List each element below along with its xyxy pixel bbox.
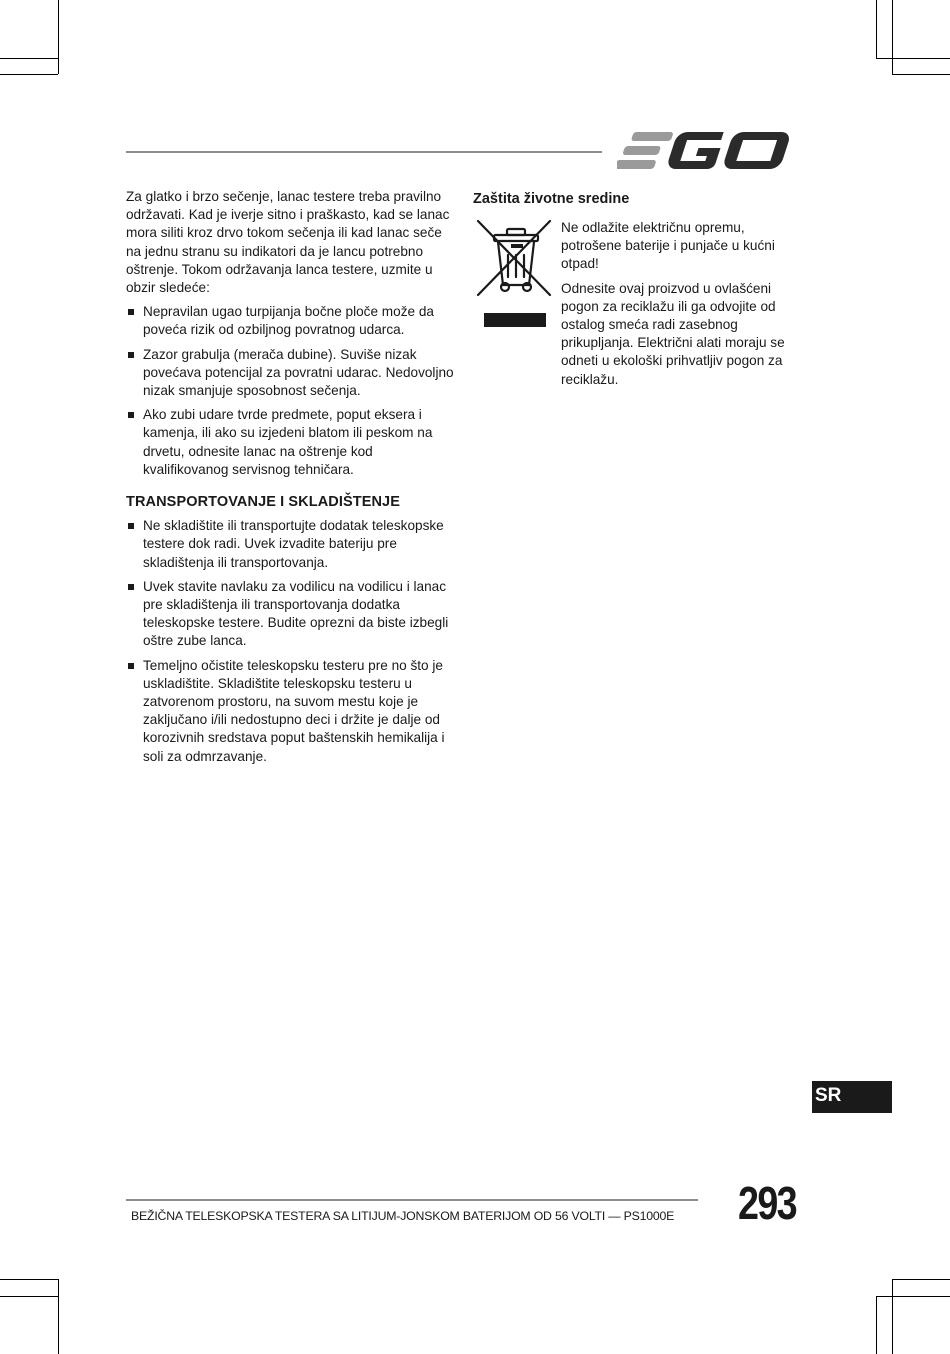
list-item: Temeljno očistite teleskopsku testeru pre no što je uskladištite. Skladištite teleskopsku testeru u zatvorenom prostoru, na suvom mestu koje je zaključano i/ili nedostupno deci i držite je dalje od korozivnih sredstava poput baštenskih hemikalija i soli za odmrzavanje. (126, 657, 458, 766)
footer-rule (126, 1199, 698, 1201)
environment-paragraph-2: Odnesite ovaj proizvod u ovlašćeni pogon za reciklažu ili ga odvojite od ostalog smeća radi zasebnog prikupljanja. Električni alati moraju se odneti u ekološki prihvatljiv pogon za reciklažu. (561, 280, 785, 387)
crop-mark (892, 1279, 893, 1354)
weee-crossed-bin-icon (474, 217, 554, 329)
crop-mark (0, 1296, 58, 1297)
crop-mark (58, 1279, 59, 1354)
list-item: Zazor grabulja (merača dubine). Suviše nizak povećava potencijal za povratni udarac. Nedovoljno nizak smanjuje sposobnost sečenja. (126, 346, 458, 401)
list-item: Ako zubi udare tvrde predmete, poput eksera i kamenja, ili ako su izjedeni blatom ili peskom na drvetu, odnesite lanac na oštrenje kod kvalifikovanog servisnog tehničara. (126, 406, 458, 479)
crop-mark (892, 0, 893, 74)
crop-mark (892, 1279, 950, 1280)
list-item: Ne skladištite ili transportujte dodatak teleskopske testere dok radi. Uvek izvadite bateriju pre skladištenja ili transportovanja. (126, 517, 458, 572)
crop-mark (58, 0, 59, 74)
crop-mark (876, 0, 877, 58)
header-rule (126, 151, 602, 153)
crop-mark (876, 58, 950, 59)
left-column (126, 188, 458, 780)
crop-mark (876, 1296, 950, 1297)
language-tab (812, 1081, 892, 1113)
transport-bullet-list (126, 517, 458, 766)
crop-mark (876, 1296, 877, 1354)
bullet-square-icon (128, 584, 134, 590)
footer-title: BEŽIČNA TELESKOPSKA TESTERA SA LITIJUM-JONSKOM BATERIJOM OD 56 VOLTI — PS1000E (131, 1209, 675, 1223)
bullet-square-icon (128, 523, 134, 529)
environment-heading: Zaštita životne sredine (473, 191, 630, 207)
right-column-text (561, 219, 801, 395)
bullet-square-icon (128, 352, 134, 358)
bullet-square-icon (128, 309, 134, 315)
list-item: Nepravilan ugao turpijanja bočne ploče može da poveća rizik od ozbiljnog povratnog udarca. (126, 303, 458, 339)
page-number: 293 (738, 1177, 797, 1229)
crop-mark (0, 1279, 58, 1280)
transport-heading: TRANSPORTOVANJE I SKLADIŠTENJE (126, 494, 400, 511)
ego-logo (617, 128, 801, 174)
maintenance-bullet-list (126, 303, 458, 479)
list-item: Uvek stavite navlaku za vodilicu na vodilicu i lanac pre skladištenja ili transportovanja dodatka teleskopske testere. Budite oprezni da biste izbegli oštre zube lanca. (126, 578, 458, 651)
crop-mark (0, 58, 58, 59)
environment-paragraph-1: Ne odlažite električnu opremu, potrošene baterije i punjače u kućni otpad! (561, 220, 775, 272)
crop-mark (892, 74, 950, 75)
language-tab-label: SR (815, 1085, 842, 1106)
intro-paragraph: Za glatko i brzo sečenje, lanac testere treba pravilno održavati. Kad je iverje sitno i praškasto, kad se lanac mora siliti kroz drvo tokom sečenja ili kad lanac seče na jednu stranu su indikatori da je lancu potrebno oštrenje. Tokom održavanja lanca testere, uzmite u obzir sledeće: (126, 189, 450, 296)
bullet-square-icon (128, 663, 134, 669)
bullet-square-icon (128, 412, 134, 418)
crop-mark (0, 74, 58, 75)
